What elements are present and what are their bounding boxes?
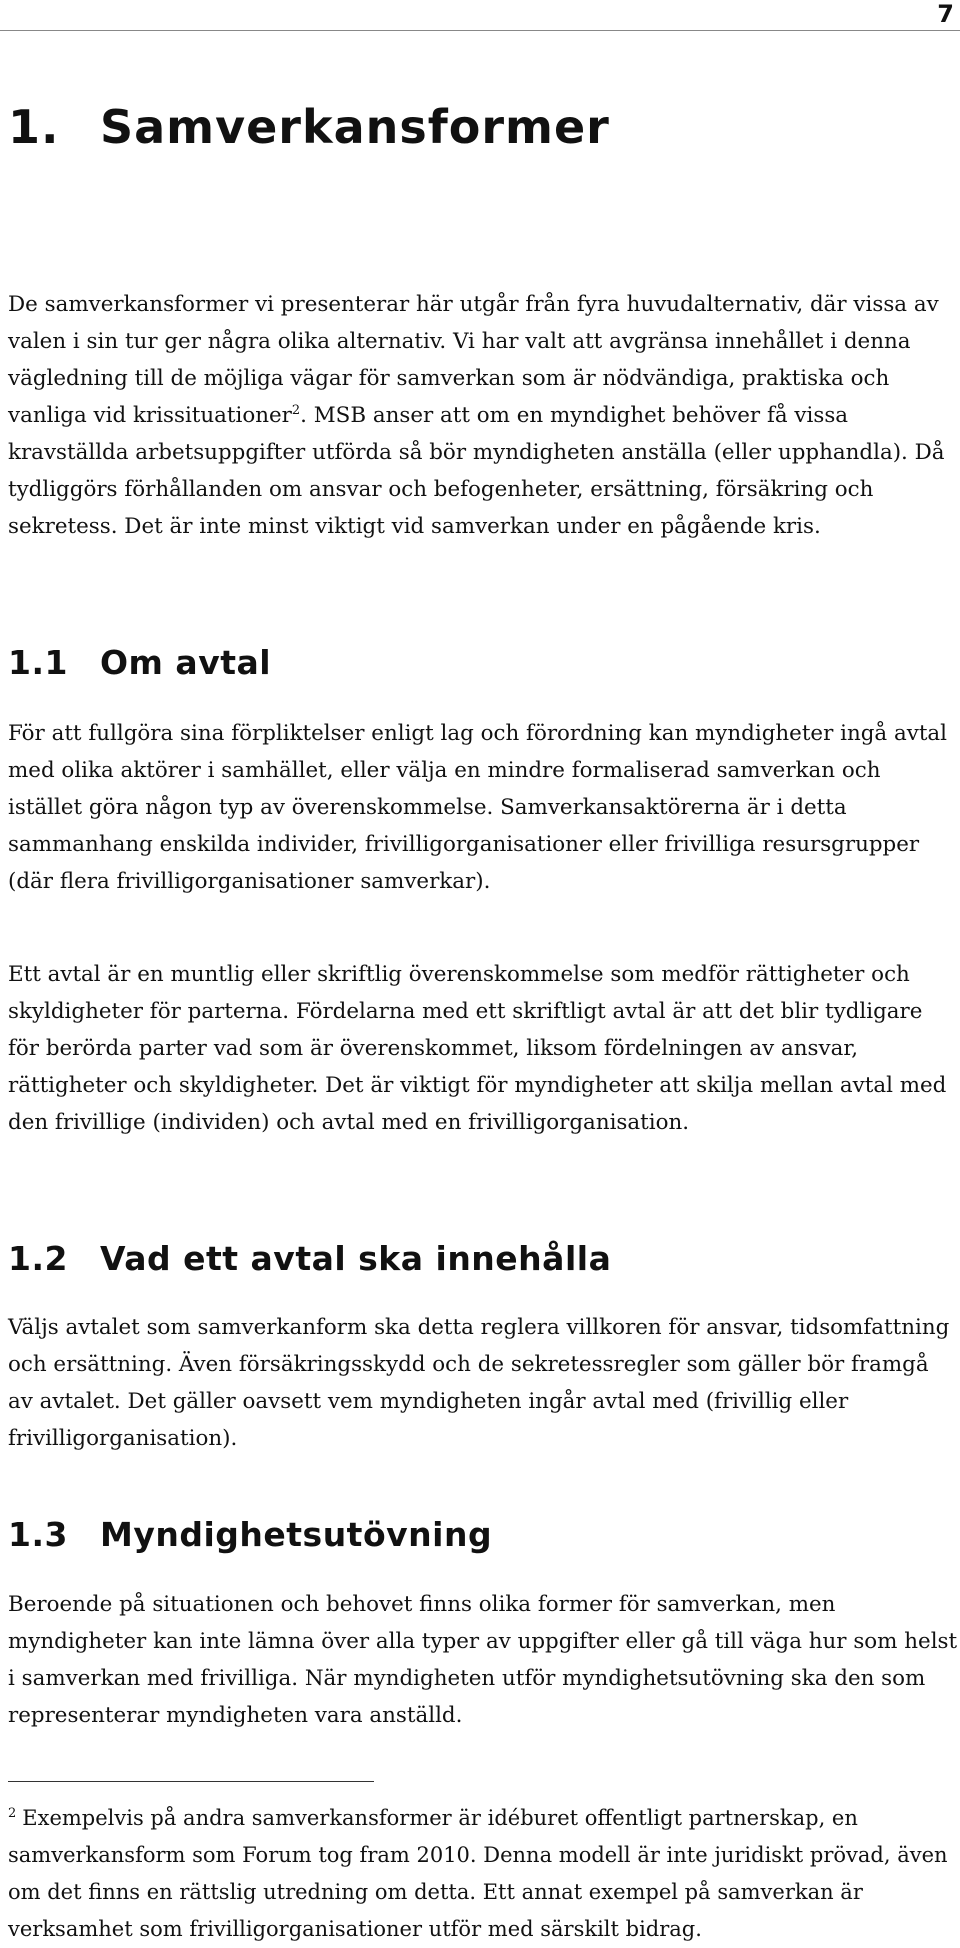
section-title: Vad ett avtal ska innehålla xyxy=(100,1239,612,1278)
footnote-text: Exempelvis på andra samverkansformer är idéburet offentligt partnerskap, en samverkansform som Forum tog fram 2010. Denna modell är inte juridiskt prövad, även om det finns en rättslig utredning om detta. Ett annat exempel på samverkan är verksamhet som frivilligorganisationer utför med särskilt bidrag. xyxy=(8,1806,948,1941)
section-heading-1-2 xyxy=(8,1239,611,1278)
section-number: 1.1 xyxy=(8,643,68,682)
section-number: 1.2 xyxy=(8,1239,68,1278)
section-1-1-paragraph-2: Ett avtal är en muntlig eller skriftlig överenskommelse som medför rättigheter och skyldigheter för parterna. Fördelarna med ett skriftligt avtal är att det blir tydligare för berörda parter vad som är överenskommet, liksom fördelningen av ansvar, rättigheter och skyldigheter. Det är viktigt för myndigheter att skilja mellan avtal med den frivillige (individen) och avtal med en frivilligorganisation. xyxy=(8,962,947,1135)
section-1-3-paragraph-1: Beroende på situationen och behovet finns olika former för samverkan, men myndigheter kan inte lämna över alla typer av uppgifter eller gå till väga hur som helst i samverkan med frivilliga. När myndigheten utför myndighetsutövning ska den som representerar myndigheten vara anställd. xyxy=(8,1592,958,1728)
footnote-marker: 2 xyxy=(8,1806,17,1821)
intro-text-part-2: . MSB anser att om en myndighet behöver få vissa kravställda arbetsuppgifter utförda så bör myndigheten anställa (eller upphandla). Då tydliggörs förhållanden om ansvar och befogenheter, ersättning, försäkring och sekretess. Det är inte minst viktigt vid samverkan under en pågående kris. xyxy=(8,403,945,539)
section-title: Om avtal xyxy=(100,643,272,682)
section-number: 1.3 xyxy=(8,1515,68,1554)
header-rule xyxy=(0,30,960,31)
footnote-separator xyxy=(8,1781,374,1782)
section-1-1-paragraph-1: För att fullgöra sina förpliktelser enligt lag och förordning kan myndigheter ingå avtal med olika aktörer i samhället, eller välja en mindre formaliserad samverkan och istället göra någon typ av överenskommelse. Samverkansaktörerna är i detta sammanhang enskilda individer, frivilligorganisationer eller frivilliga resursgrupper (där flera frivilligorganisationer samverkar). xyxy=(8,721,948,894)
chapter-number: 1. xyxy=(8,100,60,154)
footnote xyxy=(8,1800,958,1948)
footnote-reference[interactable]: 2 xyxy=(291,402,301,418)
section-1-2-paragraph-1: Väljs avtalet som samverkanform ska detta reglera villkoren för ansvar, tidsomfattning och ersättning. Även försäkringsskydd och de sekretessregler som gäller bör framgå av avtalet. Det gäller oavsett vem myndigheten ingår avtal med (frivillig eller frivilligorganisation). xyxy=(8,1315,950,1451)
intro-text-part-1: De samverkansformer vi presenterar här utgår från fyra huvudalternativ, där vissa av valen i sin tur ger några olika alternativ. Vi har valt att avgränsa innehållet i denna vägledning till de möjliga vägar för samverkan som är nödvändiga, praktiska och vanliga vid krissituationer xyxy=(8,292,939,428)
intro-paragraph xyxy=(8,286,958,545)
chapter-title xyxy=(8,100,610,154)
section-title: Myndighetsutövning xyxy=(100,1515,493,1554)
chapter-title-text: Samverkansformer xyxy=(100,100,610,154)
page-number: 7 xyxy=(937,0,954,28)
section-heading-1-1 xyxy=(8,643,271,682)
section-heading-1-3 xyxy=(8,1515,492,1554)
